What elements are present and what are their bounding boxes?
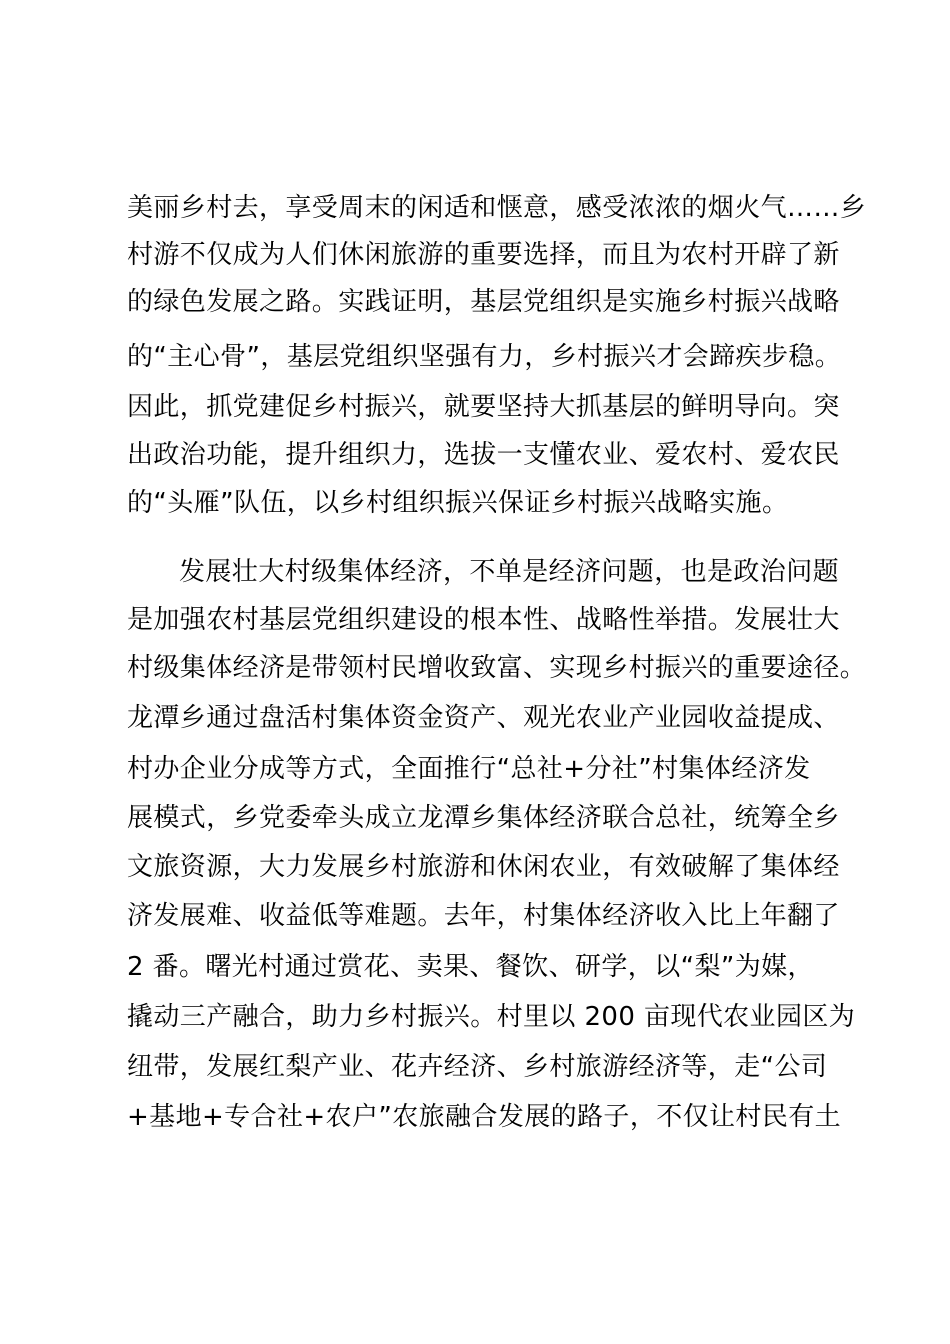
paragraph-1-line-6: 出政治功能，提升组织力，选拔一支懂农业、爱农村、爱农民 xyxy=(127,440,840,470)
paragraph-2-line-4: 龙潭乡通过盘活村集体资金资产、观光农业产业园收益提成、 xyxy=(127,703,840,733)
paragraph-1-line-1: 美丽乡村去，享受周末的闲适和惬意，感受浓浓的烟火气……乡 xyxy=(127,193,867,223)
paragraph-2-line-6: 展模式，乡党委牵头成立龙潭乡集体经济联合总社，统筹全乡 xyxy=(127,803,840,833)
paragraph-2-line-1: 发展壮大村级集体经济，不单是经济问题，也是政治问题 xyxy=(179,557,840,587)
paragraph-1-line-5: 因此，抓党建促乡村振兴，就要坚持大抓基层的鲜明导向。突 xyxy=(127,392,840,422)
paragraph-2-line-12: +基地+专合社+农户”农旅融合发展的路子，不仅让村民有土 xyxy=(127,1102,842,1132)
paragraph-2-line-9: 2 番。曙光村通过赏花、卖果、餐饮、研学，以“梨”为媒， xyxy=(127,952,814,982)
paragraph-2-line-5: 村办企业分成等方式，全面推行“总社+分社”村集体经济发 xyxy=(127,754,811,784)
paragraph-2-line-7: 文旅资源，大力发展乡村旅游和休闲农业，有效破解了集体经 xyxy=(127,852,840,882)
paragraph-2-line-2: 是加强农村基层党组织建设的根本性、战略性举措。发展壮大 xyxy=(127,605,840,635)
paragraph-1-line-4: 的“主心骨”，基层党组织坚强有力，乡村振兴才会蹄疾步稳。 xyxy=(127,342,842,372)
paragraph-1-line-2: 村游不仅成为人们休闲旅游的重要选择，而且为农村开辟了新 xyxy=(127,240,840,270)
paragraph-2-line-10: 撬动三产融合，助力乡村振兴。村里以 200 亩现代农业园区为 xyxy=(127,1002,856,1032)
paragraph-2-line-11: 纽带，发展红梨产业、花卉经济、乡村旅游经济等，走“公司 xyxy=(127,1052,828,1082)
paragraph-1-line-7: 的“头雁”队伍，以乡村组织振兴保证乡村振兴战略实施。 xyxy=(127,488,789,518)
paragraph-2-line-3: 村级集体经济是带领村民增收致富、实现乡村振兴的重要途径。 xyxy=(127,653,867,683)
paragraph-1-line-3: 的绿色发展之路。实践证明，基层党组织是实施乡村振兴战略 xyxy=(127,287,840,317)
paragraph-2-line-8: 济发展难、收益低等难题。去年，村集体经济收入比上年翻了 xyxy=(127,901,840,931)
